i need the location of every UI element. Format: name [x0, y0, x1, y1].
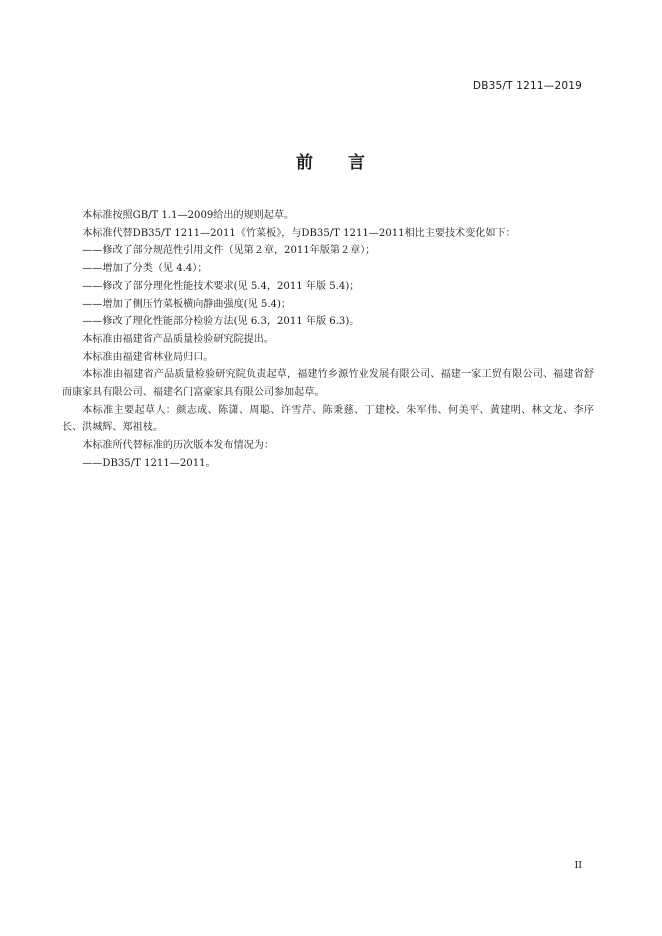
title-char-2: 言 [348, 153, 366, 173]
paragraph-drafting-rules: 本标准按照GB/T 1.1—2009给出的规则起草。 [82, 210, 295, 221]
list-item-history: ——DB35/T 1211—2011。 [82, 457, 216, 469]
list-item-change-2: ——增加了分类（见 4.4）； [82, 263, 208, 275]
paragraph-centralized-by: 本标准由福建省林业局归口。 [82, 351, 214, 363]
paragraph-history-intro: 本标准所代替标准的历次版本发布情况为： [82, 440, 274, 452]
list-item-change-1: ——修改了部分规范性引用文件（见第２章，2011年版第２章）； [82, 245, 376, 257]
paragraph-replacement: 本标准代替DB35/T 1211—2011《竹菜板》，与DB35/T 1211—2011相比主要技术变化如下： [82, 227, 516, 239]
list-item-change-5: ——修改了理化性能部分检验方法(见 6.3，2011 年版 6.3)。 [82, 316, 360, 328]
paragraph-proposed-by: 本标准由福建省产品质量检验研究院提出。 [82, 333, 274, 345]
list-item-change-4: ——增加了侧压竹菜板横向静曲强度(见 5.4)； [82, 298, 292, 310]
title-char-1: 前 [296, 153, 314, 173]
list-item-change-3: ——修改了部分理化性能技术要求(见 5.4，2011 年版 5.4)； [82, 280, 360, 292]
foreword-body [62, 207, 594, 473]
page-number: II [574, 860, 582, 871]
paragraph-drafting-units: 本标准由福建省产品质量检验研究院负责起草，福建竹乡源竹业发展有限公司、福建一家工贸有限公司、福建省舒而康家具有限公司、福建名门富豪家具有限公司参加起草。 [62, 369, 594, 399]
document-code: DB35/T 1211—2019 [472, 80, 582, 92]
paragraph-drafters: 本标准主要起草人：颜志成、陈潇、周聪、许雪芹、陈秉慈、丁建校、朱军伟、何美平、黄建明、林文龙、李序长、洪城辉、郑祖枝。 [62, 404, 594, 434]
page-title [0, 148, 662, 173]
